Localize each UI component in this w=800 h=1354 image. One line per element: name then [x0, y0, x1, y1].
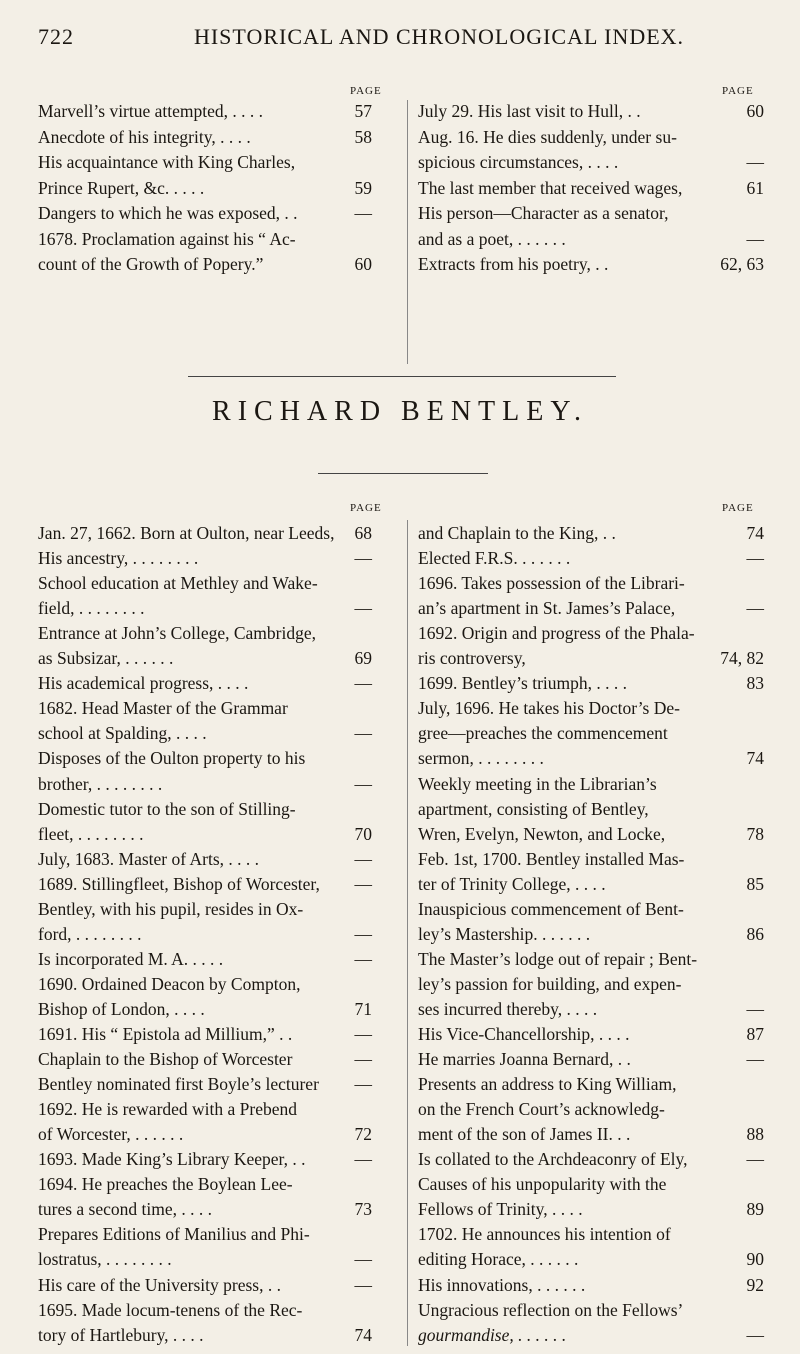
section-rule-bottom	[318, 473, 488, 474]
entry-page: —	[354, 673, 372, 694]
page-column-label-top-right: PAGE	[722, 85, 754, 97]
entry-page: —	[354, 923, 372, 944]
entry-page: —	[746, 1324, 764, 1345]
entry-page: —	[354, 1074, 372, 1095]
index-entry	[418, 1073, 764, 1095]
index-entry	[418, 948, 764, 970]
index-entry	[418, 522, 764, 544]
entry-text: ford, . . . . . . . .	[38, 923, 142, 944]
entry-text: Weekly meeting in the Librarian’s	[418, 773, 657, 794]
index-entry	[38, 948, 372, 970]
entry-text: 1692. Origin and progress of the Phala-	[418, 623, 695, 644]
entry-text: 1696. Takes possession of the Librari-	[418, 573, 685, 594]
index-entry	[38, 848, 372, 870]
entry-page: —	[354, 1024, 372, 1044]
entry-text: Domestic tutor to the son of Stilling-	[38, 798, 296, 819]
entry-page: —	[746, 1149, 764, 1170]
index-entry	[418, 873, 764, 895]
index-entry	[38, 177, 372, 199]
entry-text: Bishop of London, . . . .	[38, 998, 205, 1019]
entry-page: —	[354, 948, 372, 969]
entry-text: Inauspicious commencement of Bent-	[418, 898, 684, 919]
index-entry	[418, 923, 764, 945]
entry-page: —	[354, 873, 372, 894]
index-entry	[38, 873, 372, 895]
entry-text: Disposes of the Oulton property to his	[38, 748, 306, 769]
entry-text: He marries Joanna Bernard, . .	[418, 1049, 631, 1070]
entry-text: July 29. His last visit to Hull, . .	[418, 101, 641, 121]
entry-text: sermon, . . . . . . . .	[418, 748, 544, 769]
index-entry	[38, 1023, 372, 1045]
entry-text: Extracts from his poetry, . .	[418, 254, 609, 274]
entry-text: His innovations, . . . . . .	[418, 1274, 586, 1295]
entry-text: apartment, consisting of Bentley,	[418, 798, 649, 819]
entry-text: tures a second time, . . . .	[38, 1199, 212, 1220]
index-entry	[418, 823, 764, 845]
entry-text: Feb. 1st, 1700. Bentley installed Mas-	[418, 848, 685, 869]
entry-text: Marvell’s virtue attempted, . . . .	[38, 101, 264, 121]
index-entry	[418, 126, 764, 148]
entry-page: 68	[354, 523, 372, 543]
page-title: HISTORICAL AND CHRONOLOGICAL INDEX.	[193, 24, 685, 49]
index-entry	[418, 848, 764, 870]
index-entry	[38, 522, 372, 544]
index-entry	[418, 1324, 764, 1346]
entry-text: spicious circumstances, . . . .	[418, 152, 619, 172]
entry-text: Wren, Evelyn, Newton, and Locke,	[418, 823, 666, 844]
index-entry	[38, 622, 372, 644]
entry-text: 1694. He preaches the Boylean Lee-	[38, 1174, 293, 1195]
index-entry	[418, 151, 764, 173]
entry-text: Fellows of Trinity, . . . .	[418, 1199, 583, 1220]
index-entry	[418, 973, 764, 995]
index-entry	[38, 1123, 372, 1145]
index-entry	[418, 898, 764, 920]
entry-text: His person—Character as a senator,	[418, 203, 669, 223]
index-entry	[38, 898, 372, 920]
entry-text: Elected F.R.S. . . . . . .	[418, 548, 571, 569]
entry-text: 1682. Head Master of the Grammar	[38, 698, 288, 719]
entry-page: 85	[746, 873, 764, 894]
entry-text: School education at Methley and Wake-	[38, 573, 318, 594]
entry-text: Entrance at John’s College, Cambridge,	[38, 623, 316, 644]
entry-page: 92	[746, 1274, 764, 1295]
entry-text: ter of Trinity College, . . . .	[418, 873, 606, 894]
page-number: 722	[38, 24, 74, 49]
index-entry	[418, 1148, 764, 1170]
entry-text: 1695. Made locum-tenens of the Rec-	[38, 1299, 303, 1320]
index-entry	[418, 1098, 764, 1120]
entry-text: The last member that received wages,	[418, 177, 683, 198]
entry-page: 58	[354, 126, 372, 147]
entry-text: Chaplain to the Bishop of Worcester	[38, 1049, 293, 1070]
entry-text: 1693. Made King’s Library Keeper, . .	[38, 1149, 306, 1170]
entry-page: —	[354, 1249, 372, 1270]
entry-text: Presents an address to King William,	[418, 1074, 677, 1095]
index-entry	[38, 1048, 372, 1070]
index-entry	[418, 1274, 764, 1296]
index-entry	[418, 1248, 764, 1270]
index-entry	[38, 1274, 372, 1296]
index-entry	[38, 572, 372, 594]
entry-page: 71	[354, 998, 372, 1019]
entry-text: as Subsizar, . . . . . .	[38, 648, 174, 669]
index-entry	[38, 100, 372, 122]
entry-page: 74	[746, 523, 764, 543]
entry-page: 89	[746, 1199, 764, 1220]
index-entry	[418, 672, 764, 694]
entry-page: 70	[354, 823, 372, 844]
entry-page: 74, 82	[720, 648, 764, 669]
index-entry	[38, 647, 372, 669]
entry-text: an’s apartment in St. James’s Palace,	[418, 598, 676, 619]
entry-text: ley’s Mastership. . . . . . .	[418, 923, 591, 944]
entry-text: 1699. Bentley’s triumph, . . . .	[418, 673, 628, 694]
index-entry	[418, 1123, 764, 1145]
entry-text: ment of the son of James II. . .	[418, 1124, 631, 1145]
entry-text: Causes of his unpopularity with the	[418, 1174, 667, 1195]
page-column-label-right: PAGE	[722, 502, 754, 514]
index-entry	[418, 1173, 764, 1195]
entry-page: —	[354, 1274, 372, 1295]
index-entry	[38, 773, 372, 795]
index-entry	[38, 151, 372, 173]
entry-page: —	[354, 1049, 372, 1070]
entry-text: and Chaplain to the King, . .	[418, 523, 616, 543]
index-entry	[38, 1098, 372, 1120]
entry-page: 87	[746, 1024, 764, 1044]
entry-text: Bentley, with his pupil, resides in Ox-	[38, 898, 304, 919]
entry-page: —	[354, 723, 372, 744]
index-entry	[38, 798, 372, 820]
entry-text: 1702. He announces his intention of	[418, 1224, 671, 1245]
index-entry	[418, 798, 764, 820]
entry-page: 60	[354, 254, 372, 274]
entry-text: gree—preaches the commencement	[418, 723, 668, 744]
index-entry	[38, 697, 372, 719]
index-entry	[418, 1299, 764, 1321]
entry-page: —	[746, 998, 764, 1019]
entry-text: His Vice-Chancellorship, . . . .	[418, 1024, 630, 1044]
index-entry	[38, 1173, 372, 1195]
index-entry	[418, 1223, 764, 1245]
index-entry	[38, 923, 372, 945]
index-entry	[418, 998, 764, 1020]
column-divider-main	[407, 520, 408, 1346]
entry-page: 57	[354, 101, 372, 121]
index-entry	[418, 773, 764, 795]
index-entry	[418, 747, 764, 769]
page-column-label-top-left: PAGE	[350, 85, 382, 97]
entry-page: —	[746, 228, 764, 249]
entry-text: 1678. Proclamation against his “ Ac-	[38, 228, 296, 249]
entry-page: 69	[354, 648, 372, 669]
index-entry	[38, 1248, 372, 1270]
entry-page: 74	[354, 1324, 372, 1345]
entry-page: 78	[746, 823, 764, 844]
index-entry	[418, 722, 764, 744]
entry-page: —	[354, 848, 372, 869]
entry-page: 86	[746, 923, 764, 944]
index-entry	[418, 572, 764, 594]
entry-text: of Worcester, . . . . . .	[38, 1124, 184, 1145]
entry-text: July, 1696. He takes his Doctor’s De-	[418, 698, 680, 719]
entry-text: Prince Rupert, &c. . . . .	[38, 177, 205, 198]
index-entry	[418, 1198, 764, 1220]
page-column-label-left: PAGE	[350, 502, 382, 514]
index-entry	[418, 697, 764, 719]
index-entry	[418, 597, 764, 619]
index-entry	[38, 253, 372, 275]
index-entry	[38, 1299, 372, 1321]
index-entry	[418, 228, 764, 250]
index-entry	[418, 1023, 764, 1045]
entry-text: His acquaintance with King Charles,	[38, 152, 296, 172]
index-entry	[38, 228, 372, 250]
index-entry	[38, 747, 372, 769]
entry-text: 1690. Ordained Deacon by Compton,	[38, 973, 301, 994]
entry-text: lostratus, . . . . . . . .	[38, 1249, 172, 1270]
entry-page: —	[354, 203, 372, 223]
entry-text: Jan. 27, 1662. Born at Oulton, near Leeds,	[38, 523, 335, 543]
entry-text: field, . . . . . . . .	[38, 598, 145, 619]
entry-text: Is collated to the Archdeaconry of Ely,	[418, 1149, 688, 1170]
entry-text: Bentley nominated first Boyle’s lecturer	[38, 1074, 319, 1095]
index-entry	[38, 202, 372, 224]
index-entry	[38, 126, 372, 148]
entry-text: His ancestry, . . . . . . . .	[38, 548, 199, 569]
entry-page: 72	[354, 1124, 372, 1145]
entry-text: tory of Hartlebury, . . . .	[38, 1324, 204, 1345]
section-title: RICHARD BENTLEY.	[212, 396, 588, 427]
index-entry	[38, 1324, 372, 1346]
entry-text: Prepares Editions of Manilius and Phi-	[38, 1224, 310, 1245]
entry-page: —	[354, 548, 372, 569]
index-entry	[418, 547, 764, 569]
index-entry	[38, 1148, 372, 1170]
entry-text: 1692. He is rewarded with a Prebend	[38, 1099, 298, 1120]
index-entry	[38, 672, 372, 694]
entry-page: —	[354, 773, 372, 794]
entry-page: —	[354, 1149, 372, 1170]
index-entry	[38, 1198, 372, 1220]
index-entry	[38, 722, 372, 744]
entry-text: Aug. 16. He dies suddenly, under su-	[418, 126, 677, 147]
index-entry	[418, 647, 764, 669]
entry-text: gourmandise, . . . . . .	[418, 1324, 567, 1345]
entry-text: ses incurred thereby, . . . .	[418, 998, 598, 1019]
index-entry	[418, 202, 764, 224]
index-entry	[418, 253, 764, 275]
entry-text: 1691. His “ Epistola ad Millium,” . .	[38, 1024, 293, 1044]
entry-page: 60	[746, 101, 764, 121]
index-entry	[418, 100, 764, 122]
page-header	[38, 24, 766, 64]
entry-text: fleet, . . . . . . . .	[38, 823, 144, 844]
entry-page: 59	[354, 177, 372, 198]
entry-page: 61	[746, 177, 764, 198]
entry-page: 74	[746, 748, 764, 769]
index-entry	[38, 823, 372, 845]
entry-text: count of the Growth of Popery.”	[38, 254, 264, 274]
entry-page: 88	[746, 1124, 764, 1145]
entry-page: 90	[746, 1249, 764, 1270]
entry-text: Ungracious reflection on the Fellows’	[418, 1299, 684, 1320]
index-entry	[418, 622, 764, 644]
index-entry	[38, 547, 372, 569]
entry-page: 73	[354, 1199, 372, 1220]
entry-text: His care of the University press, . .	[38, 1274, 281, 1295]
entry-text: ley’s passion for building, and expen-	[418, 973, 682, 994]
index-entry	[38, 1073, 372, 1095]
entry-text: and as a poet, . . . . . .	[418, 228, 566, 249]
entry-text: Anecdote of his integrity, . . . .	[38, 126, 251, 147]
entry-page: —	[354, 598, 372, 619]
entry-text: brother, . . . . . . . .	[38, 773, 163, 794]
entry-text: editing Horace, . . . . . .	[418, 1249, 579, 1270]
entry-page: —	[746, 1049, 764, 1070]
entry-text: school at Spalding, . . . .	[38, 723, 207, 744]
entry-text: on the French Court’s acknowledg-	[418, 1099, 665, 1120]
entry-page: 83	[746, 673, 764, 694]
entry-text: Dangers to which he was exposed, . .	[38, 203, 298, 223]
index-entry	[418, 1048, 764, 1070]
entry-text: The Master’s lodge out of repair ; Bent-	[418, 948, 698, 969]
entry-text: His academical progress, . . . .	[38, 673, 249, 694]
column-divider-top	[407, 100, 408, 364]
index-entry	[38, 1223, 372, 1245]
index-entry	[38, 973, 372, 995]
entry-page: —	[746, 598, 764, 619]
entry-page: —	[746, 548, 764, 569]
index-entry	[38, 998, 372, 1020]
entry-text: July, 1683. Master of Arts, . . . .	[38, 848, 260, 869]
index-entry	[38, 597, 372, 619]
entry-text: ris controversy,	[418, 648, 526, 669]
entry-text: Is incorporated M. A. . . . .	[38, 948, 224, 969]
entry-text: 1689. Stillingfleet, Bishop of Worcester,	[38, 873, 320, 894]
index-entry	[418, 177, 764, 199]
entry-page: —	[746, 152, 764, 172]
entry-page: 62, 63	[720, 254, 764, 274]
section-rule-top	[188, 376, 616, 377]
